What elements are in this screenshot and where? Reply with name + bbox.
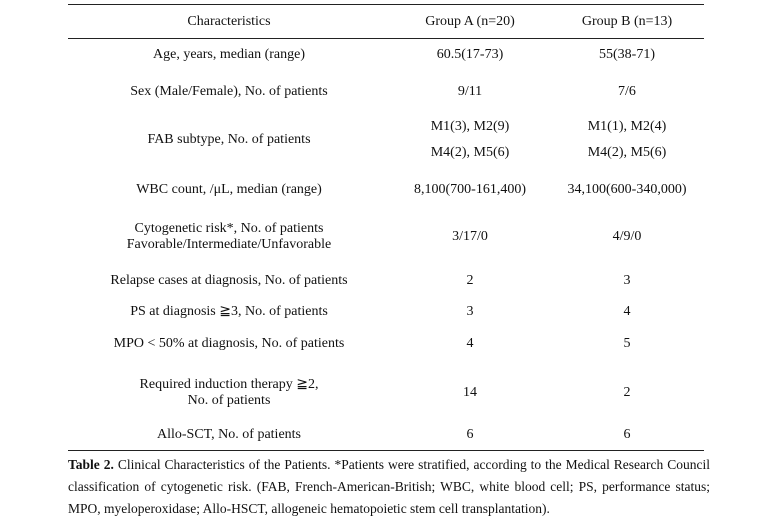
group-a-value: 3/17/0: [452, 229, 488, 244]
row-label: Allo-SCT, No. of patients: [156, 427, 301, 442]
group-a-value: 4: [466, 336, 474, 351]
group-b-value: 5: [623, 336, 631, 351]
row-label: Age, years, median (range): [153, 47, 305, 62]
caption-label: Table 2.: [68, 457, 114, 472]
group-a-value: 8,100(700-161,400): [414, 182, 526, 197]
table-top-rule: [68, 4, 704, 5]
group-b-value: 34,100(600-340,000): [567, 182, 687, 197]
row-label: Cytogenetic risk*, No. of patients: [134, 221, 324, 236]
group-a-value: 3: [466, 304, 474, 319]
header-group-b: Group B (n=13): [581, 14, 673, 29]
group-b-value: M4(2), M5(6): [587, 145, 667, 160]
table-header-rule: [68, 38, 704, 39]
row-label: MPO < 50% at diagnosis, No. of patients: [113, 336, 345, 351]
group-a-value: 60.5(17-73): [436, 47, 504, 62]
header-characteristics: Characteristics: [187, 14, 271, 29]
row-label: PS at diagnosis ≧3, No. of patients: [130, 304, 328, 319]
group-a-value: M4(2), M5(6): [430, 145, 510, 160]
row-label: Relapse cases at diagnosis, No. of patients: [110, 273, 348, 288]
group-a-value: 9/11: [457, 84, 483, 99]
group-b-value: 4: [623, 304, 631, 319]
row-label: FAB subtype, No. of patients: [147, 132, 311, 147]
group-b-value: 55(38-71): [599, 47, 655, 62]
caption-text: Clinical Characteristics of the Patients. *Patients were stratified, according to the Medical Research Council classification of cytogenetic risk. (FAB, French-American-British; WBC, white blood cell; PS, performance status; MPO, myeloperoxidase; Allo-HSCT, allogeneic hematopoietic stem cell transplantation).: [68, 457, 710, 516]
row-label: Favorable/Intermediate/Unfavorable: [126, 237, 332, 252]
group-b-value: 2: [623, 385, 631, 400]
group-b-value: 3: [623, 273, 631, 288]
group-b-value: M1(1), M2(4): [587, 119, 667, 134]
group-b-value: 7/6: [618, 84, 636, 99]
table-caption: [68, 454, 710, 520]
row-label: Required induction therapy ≧2,: [139, 377, 319, 392]
group-a-value: 2: [466, 273, 474, 288]
header-group-a: Group A (n=20): [425, 14, 515, 29]
group-a-value: 14: [463, 385, 477, 400]
group-b-value: 6: [623, 427, 631, 442]
group-a-value: 6: [466, 427, 474, 442]
row-label: No. of patients: [187, 393, 271, 408]
row-label: Sex (Male/Female), No. of patients: [130, 84, 328, 99]
group-b-value: 4/9/0: [612, 229, 642, 244]
group-a-value: M1(3), M2(9): [430, 119, 510, 134]
table-bottom-rule: [68, 450, 704, 451]
row-label: WBC count, /μL, median (range): [136, 182, 322, 197]
